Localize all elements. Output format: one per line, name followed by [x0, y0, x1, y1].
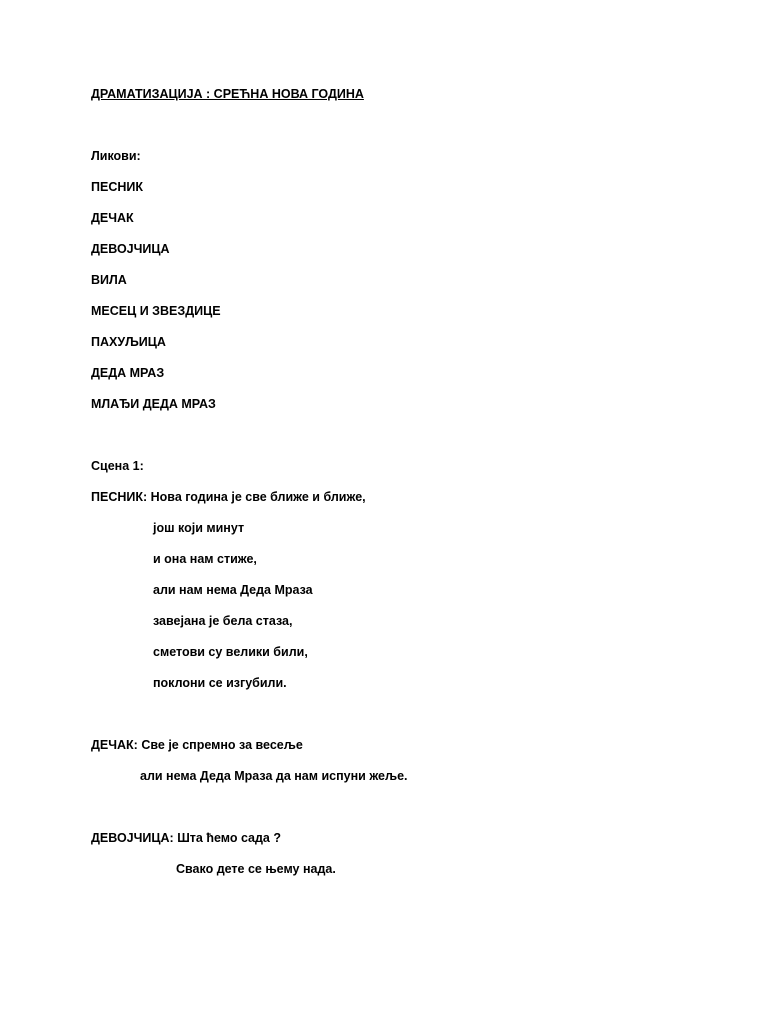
girl-second-line: Свако дете се њему нада. — [176, 862, 336, 876]
boy-second-line: али нема Деда Мраза да нам испуни жеље. — [140, 769, 408, 783]
character-item: ДЕЧАК — [91, 211, 134, 225]
boy-line-1 — [91, 737, 303, 753]
character-item: ПЕСНИК — [91, 180, 143, 194]
character-item: ДЕВОЈЧИЦА — [91, 242, 170, 256]
boy-first-line: Све је спремно за весеље — [141, 738, 303, 752]
girl-first-line: Шта ћемо сада ? — [177, 831, 281, 845]
characters-heading: Ликови: — [91, 149, 141, 163]
girl-speaker: ДЕВОЈЧИЦА: — [91, 831, 174, 845]
character-item: ДЕДА МРАЗ — [91, 366, 165, 380]
poet-verse-line: још који минут — [153, 521, 245, 535]
girl-line-1 — [91, 830, 281, 846]
poet-verse-line: завејана је бела стаза, — [153, 614, 293, 628]
poet-line-1 — [91, 489, 366, 505]
poet-verse-line: али нам нема Деда Мраза — [153, 583, 313, 597]
character-item: ВИЛА — [91, 273, 127, 287]
poet-verse-line: и она нам стиже, — [153, 552, 257, 566]
character-item: МЛАЂИ ДЕДА МРАЗ — [91, 397, 216, 411]
scene-heading: Сцена 1: — [91, 459, 144, 473]
poet-verse-line: сметови су велики били, — [153, 645, 308, 659]
boy-speaker: ДЕЧАК: — [91, 738, 138, 752]
poet-verse-line: поклони се изгубили. — [153, 676, 287, 690]
document-title: ДРАМАТИЗАЦИЈА : СРЕЋНА НОВА ГОДИНА — [91, 87, 364, 101]
character-item: МЕСЕЦ И ЗВЕЗДИЦЕ — [91, 304, 221, 318]
poet-first-line: Нова година је све ближе и ближе, — [150, 490, 366, 504]
poet-speaker: ПЕСНИК: — [91, 490, 148, 504]
character-item: ПАХУЉИЦА — [91, 335, 166, 349]
